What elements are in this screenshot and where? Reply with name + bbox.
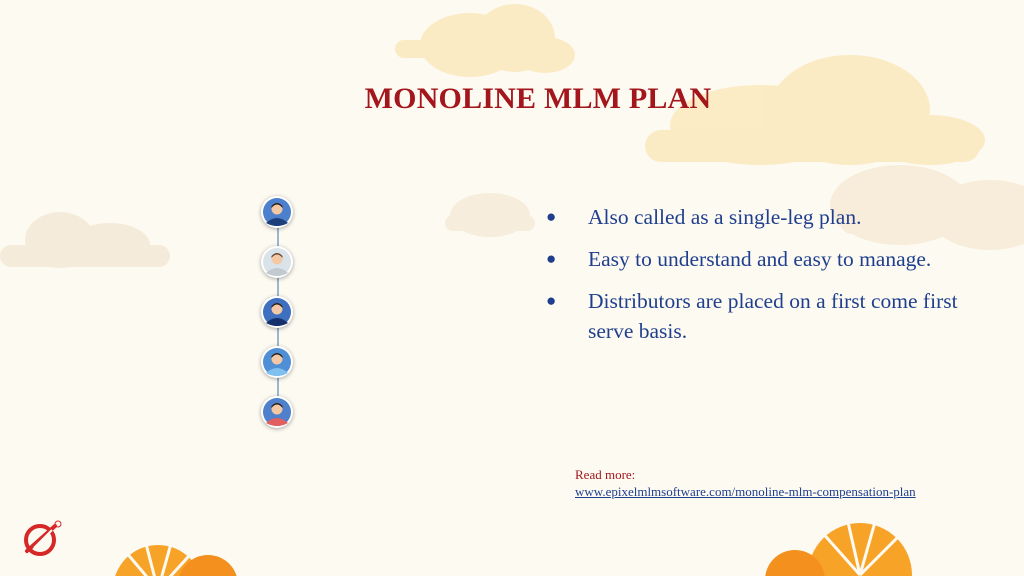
list-item: [546, 244, 966, 274]
member-avatar-icon: [261, 296, 293, 328]
member-avatar-icon: [261, 346, 293, 378]
member-avatar-5: [261, 396, 293, 428]
feature-list: [546, 202, 966, 358]
list-item: [546, 286, 966, 346]
list-item: [546, 202, 966, 232]
slide-title: MONOLINE MLM PLAN: [364, 82, 712, 115]
cloud-faint-mid: [445, 193, 535, 237]
member-avatar-3: [261, 296, 293, 328]
member-avatar-icon: [261, 396, 293, 428]
read-more-link[interactable]: www.epixelmlmsoftware.com/monoline-mlm-compensation-plan: [575, 484, 916, 499]
bullet-text: Distributors are placed on a first come first serve basis.: [588, 289, 958, 343]
read-more-label: Read more:: [575, 467, 636, 482]
company-logo-icon: [22, 518, 62, 558]
bullet-dot: ●: [546, 291, 557, 310]
bullet-text: Easy to understand and easy to manage.: [588, 247, 932, 271]
member-avatar-1: [261, 196, 293, 228]
cloud-faint-left: [0, 212, 170, 268]
bullet-dot: ●: [546, 249, 557, 268]
monoline-chain: [258, 192, 298, 432]
bullet-text: Also called as a single-leg plan.: [588, 205, 862, 229]
member-avatar-4: [261, 346, 293, 378]
member-avatar-icon: [261, 196, 293, 228]
member-avatar-icon: [261, 246, 293, 278]
member-avatar-2: [261, 246, 293, 278]
bullet-dot: ●: [546, 207, 557, 226]
read-more-block: [575, 466, 916, 500]
cloud-top: [395, 4, 575, 77]
